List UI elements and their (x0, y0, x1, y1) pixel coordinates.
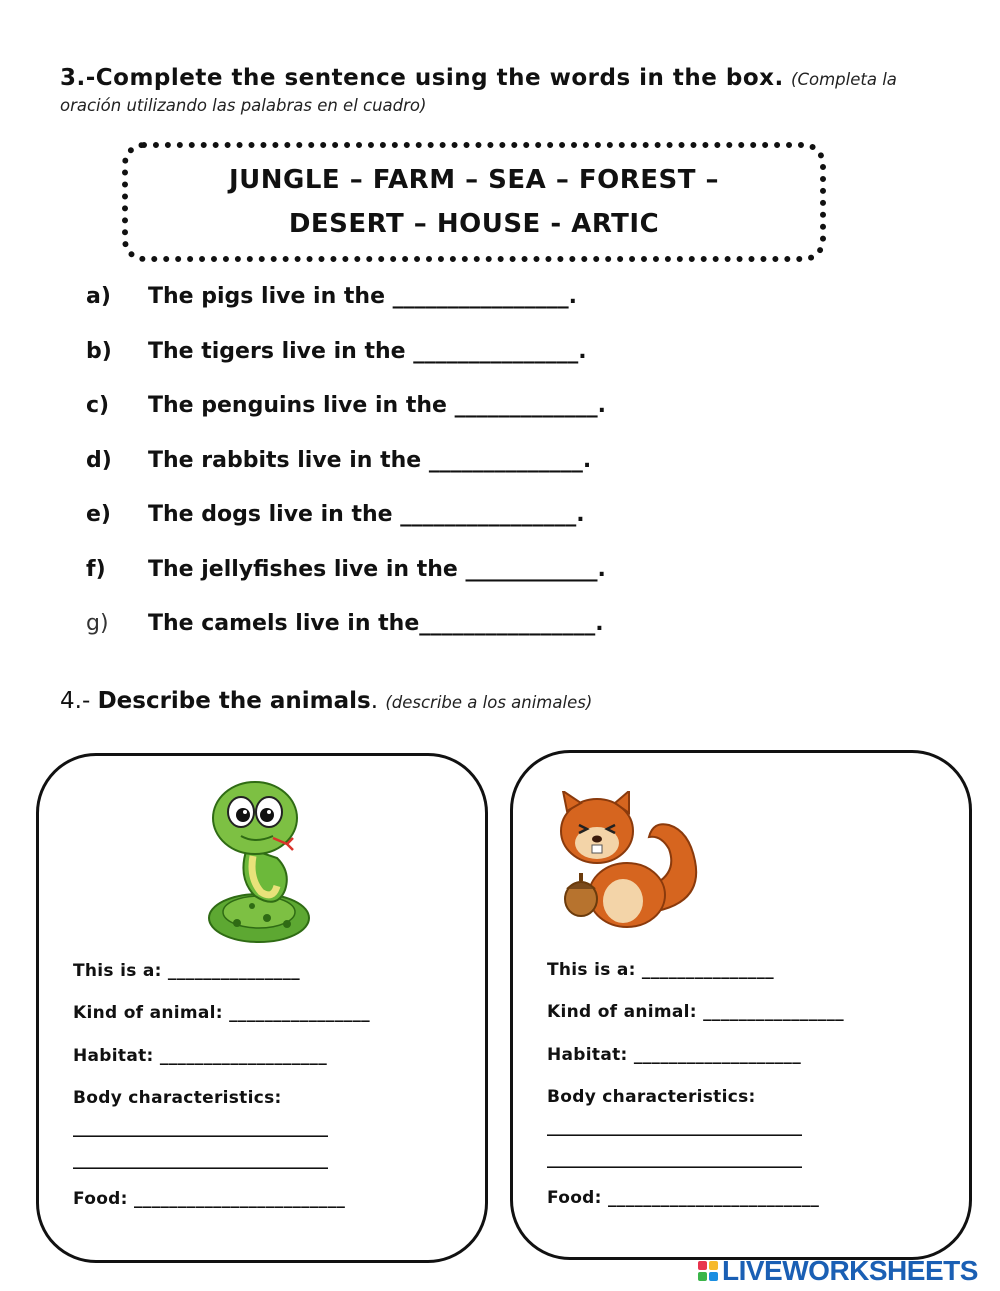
question-text[interactable]: The rabbits live in the ______________. (148, 447, 592, 473)
question-a (86, 284, 786, 339)
squirrel-icon (557, 791, 703, 933)
word-box-line-1: JUNGLE – FARM – SEA – FOREST – (228, 165, 720, 195)
section-3-subtitle-part2: oración utilizando las palabras en el cuadro) (60, 96, 427, 115)
question-text[interactable]: The camels live in the________________. (148, 611, 604, 636)
section-4-number: 4.- (60, 688, 91, 714)
question-text[interactable]: The penguins live in the _____________. (148, 393, 606, 418)
snake-icon (207, 778, 317, 946)
brand-square-3 (698, 1272, 707, 1281)
question-letter: f) (86, 556, 106, 582)
body-line-2[interactable]: ______________________________ (547, 1149, 802, 1169)
question-text[interactable]: The dogs live in the ________________. (148, 502, 585, 527)
section-3-title: 3.-Complete the sentence using the words in the box. (60, 65, 784, 91)
question-b (86, 339, 786, 394)
question-text[interactable]: The tigers live in the _______________. (148, 338, 587, 364)
question-letter: b) (86, 338, 112, 364)
brand-square-2 (709, 1261, 718, 1270)
brand-name: LIVEWORKSHEETS (722, 1255, 978, 1286)
body-line-1[interactable]: ______________________________ (547, 1117, 802, 1137)
question-letter: e) (86, 502, 111, 527)
word-box (122, 142, 826, 262)
question-f (86, 557, 786, 612)
question-letter: a) (86, 284, 111, 309)
brand-grid-icon (698, 1261, 718, 1281)
question-c (86, 393, 786, 448)
animal-card-snake (36, 753, 488, 1263)
liveworksheets-logo (698, 1254, 998, 1288)
kind-field[interactable]: Kind of animal: ________________ (547, 1002, 844, 1022)
habitat-field[interactable]: Habitat: ___________________ (73, 1046, 328, 1066)
body-characteristics-label: Body characteristics: (73, 1088, 282, 1108)
question-e (86, 502, 786, 557)
body-line-1[interactable]: ______________________________ (73, 1118, 328, 1138)
brand-square-4 (709, 1272, 718, 1281)
brand-square-1 (698, 1261, 707, 1270)
section-4-heading (60, 688, 592, 714)
food-field[interactable]: Food: ________________________ (547, 1188, 820, 1208)
question-letter: c) (86, 393, 110, 418)
section-3-heading (60, 62, 960, 96)
habitat-field[interactable]: Habitat: ___________________ (547, 1045, 802, 1065)
section-3-subtitle-part1: (Completa la (791, 70, 897, 89)
this-is-field[interactable]: This is a: _______________ (547, 960, 774, 980)
question-text[interactable]: The jellyfishes live in the ____________. (148, 556, 606, 582)
body-line-2[interactable]: ______________________________ (73, 1150, 328, 1170)
section-4-title: Describe the animals (97, 688, 371, 714)
question-letter: g) (86, 611, 109, 636)
food-field[interactable]: Food: ________________________ (73, 1189, 346, 1209)
question-d (86, 448, 786, 503)
body-characteristics-label: Body characteristics: (547, 1087, 756, 1107)
word-box-line-2: DESERT – HOUSE - ARTIC (288, 209, 660, 239)
question-list (86, 284, 786, 666)
section-4-period: . (370, 688, 378, 714)
section-4-subtitle: (describe a los animales) (385, 693, 593, 712)
kind-field[interactable]: Kind of animal: ________________ (73, 1003, 370, 1023)
question-text[interactable]: The pigs live in the ________________. (148, 284, 578, 309)
question-g (86, 611, 786, 666)
animal-card-squirrel (510, 750, 972, 1260)
question-letter: d) (86, 447, 112, 473)
this-is-field[interactable]: This is a: _______________ (73, 961, 300, 981)
